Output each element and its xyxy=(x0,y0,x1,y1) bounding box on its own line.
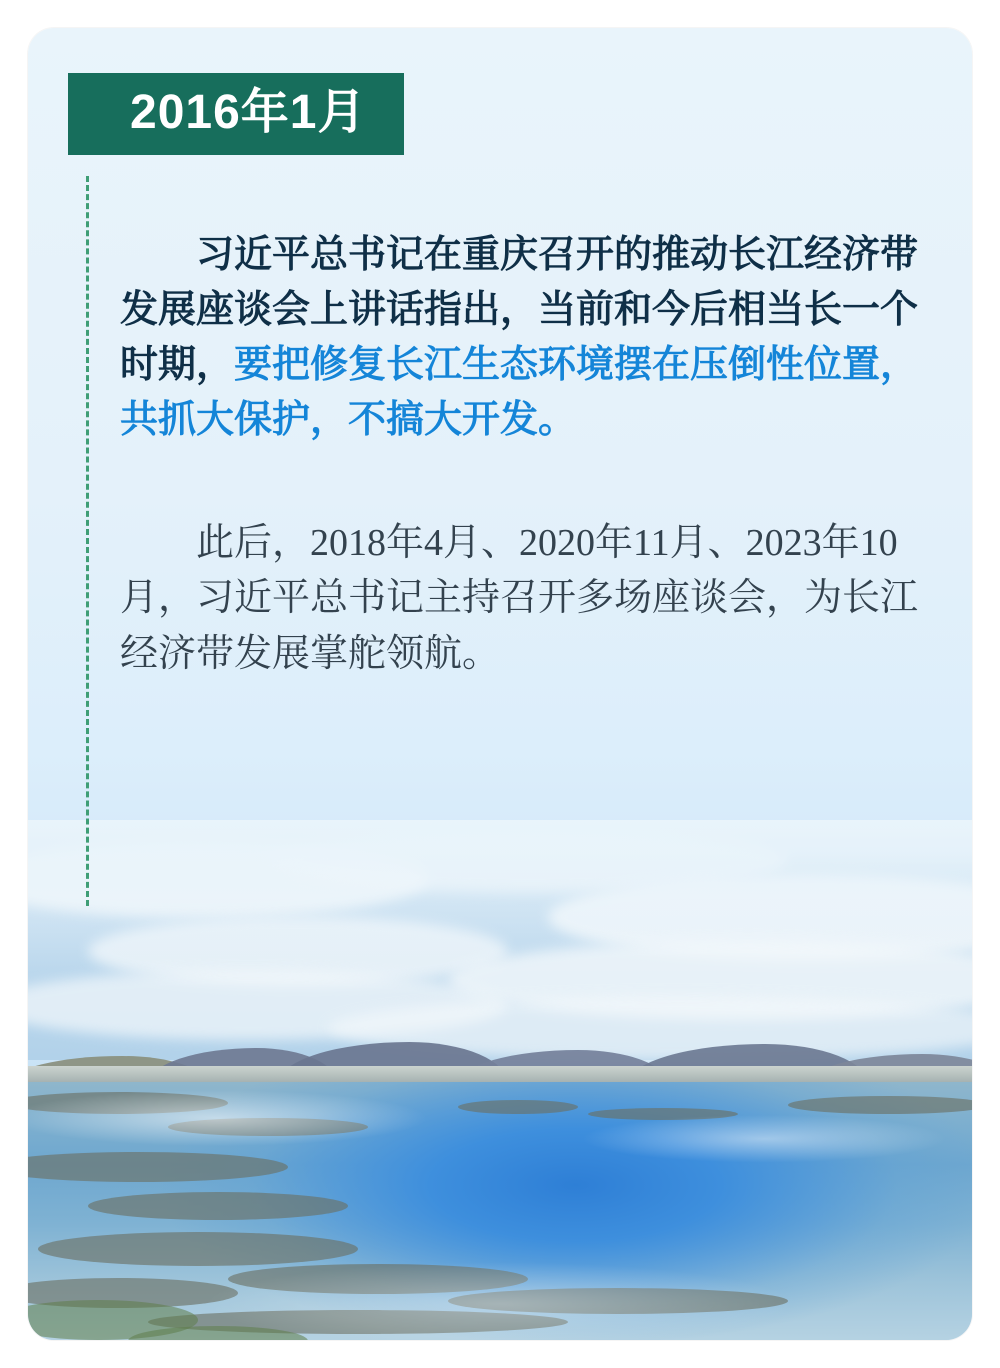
mudflat-patch xyxy=(28,1152,288,1182)
content-body xyxy=(120,228,940,682)
mudflat-patch xyxy=(38,1232,358,1266)
mudflat-patch xyxy=(448,1288,788,1314)
mudflat-patch xyxy=(458,1100,578,1114)
poster-card xyxy=(28,28,972,1340)
mudflat-patch xyxy=(168,1118,368,1136)
sky-region xyxy=(28,820,972,1060)
lake-water xyxy=(28,1082,972,1340)
mudflat-patch xyxy=(588,1108,738,1120)
scenery-photo xyxy=(28,820,972,1340)
mudflat-patch xyxy=(788,1096,972,1114)
vegetation-patch xyxy=(128,1326,308,1340)
mudflat-patch xyxy=(28,1092,228,1114)
vegetation-patch xyxy=(28,1300,198,1340)
date-badge: 2016年1月 xyxy=(68,73,404,155)
mudflat-patch xyxy=(148,1310,568,1334)
mudflat-patch xyxy=(88,1192,348,1220)
followup-paragraph: 此后，2018年4月、2020年11月、2023年10月，习近平总书记主持召开多场座谈会，为长江经济带发展掌舵领航。 xyxy=(120,522,919,675)
quote-lead-text: 习近平总书记在重庆召开的推动长江经济带发展座谈会上讲话指出，当前和今后相当长一个时期， xyxy=(120,234,919,387)
quote-highlight-text: 要把修复长江生态环境摆在压倒性位置，共抓大保护，不搞大开发。 xyxy=(120,344,919,442)
mudflat-patch xyxy=(228,1264,528,1294)
quote-paragraph xyxy=(120,228,940,448)
mudflat-patch xyxy=(28,1278,238,1308)
timeline-dashed-line xyxy=(86,176,89,906)
